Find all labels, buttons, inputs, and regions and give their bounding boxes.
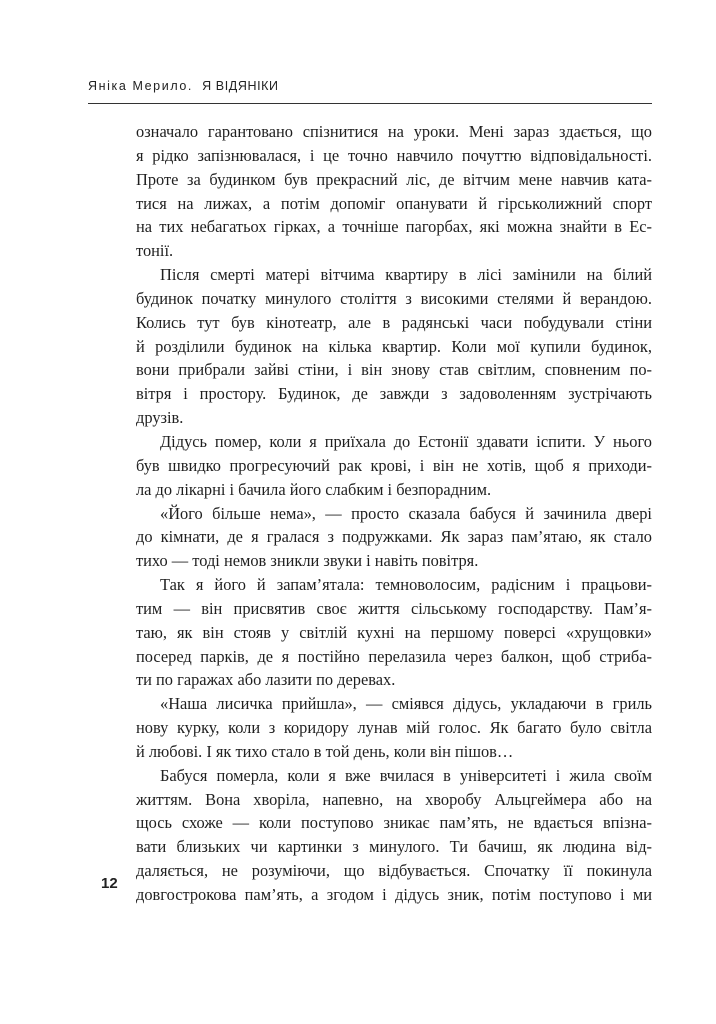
- text-line: тим — він присвятив своє життя сільському господарству. Пам’я-: [136, 598, 652, 618]
- text-line: довгострокова пам’ять, а згодом і дідусь зник, потім поступово і ми: [136, 885, 652, 904]
- text-line: щось схоже — коли поступово зникає пам’ять, не вдається впізна-: [136, 813, 652, 833]
- page-number: 12: [101, 875, 118, 892]
- text-line: будинок початку минулого століття з високими стелями й верандою.: [136, 288, 652, 308]
- text-line: Бабуся померла, коли я вже вчилася в університеті і жила своїм: [160, 765, 652, 785]
- text-line: вати близьких чи картинки з минулого. Ти бачиш, як людина від-: [136, 837, 652, 857]
- text-line: тонії.: [136, 241, 174, 261]
- text-line: до кімнати, де я гралася з подружками. Як зараз пам’ятаю, як стало: [136, 527, 652, 547]
- text-line: даляється, не розуміючи, що відбувається. Спочатку її покинула: [136, 861, 652, 881]
- text-line: означало гарантовано спізнитися на уроки. Мені зараз здається, що: [136, 122, 652, 141]
- text-line: тихо — тоді немов зникли звуки і навіть повітря.: [136, 551, 479, 571]
- text-line: й любові. І як тихо стало в той день, коли він пішов…: [136, 741, 514, 761]
- text-line: Проте за будинком був прекрасний ліс, де вітчим мене навчив ката-: [136, 169, 652, 189]
- text-line: Дідусь помер, коли я приїхала до Естонії здавати іспити. У нього: [160, 431, 652, 451]
- text-line: посеред парків, де я постійно перелазила через балкон, щоб стриба-: [136, 646, 652, 666]
- text-line: й розділили будинок на кілька квартир. Коли мої купили будинок,: [136, 336, 652, 356]
- body-text: [136, 120, 652, 907]
- text-line: друзів.: [136, 408, 184, 428]
- text-line: Так я його й запам’ятала: темноволосим, радісним і працьови-: [160, 575, 652, 595]
- text-line: «Наша лисичка прийшла», — сміявся дідусь, укладаючи в гриль: [160, 694, 652, 714]
- header-book-title: Я ВІДЯНІКИ: [202, 79, 279, 93]
- text-line: Після смерті матері вітчима квартиру в лісі замінили на білий: [160, 265, 652, 285]
- text-line: ла до лікарні і бачила його слабким і безпорадним.: [136, 479, 492, 499]
- header-rule: [88, 103, 652, 104]
- text-line: на тих небагатьох гірках, а точніше пагорбах, які можна знайти в Ес-: [136, 217, 652, 237]
- text-line: ти по гаражах або лазити по деревах.: [136, 670, 396, 690]
- text-line: життям. Вона хворіла, напевно, на хворобу Альцгеймера або на: [136, 789, 652, 809]
- text-line: тися на лижах, а потім допоміг опанувати й гірськолижний спорт: [136, 193, 652, 213]
- text-line: був швидко прогресуючий рак крові, і він не хотів, щоб я приходи-: [136, 455, 652, 475]
- text-line: нову курку, коли з коридору лунав мій голос. Як багато було світла: [136, 718, 652, 738]
- text-line: вітря і простору. Будинок, де завжди з задоволенням зустрічають: [136, 384, 652, 404]
- text-line: Колись тут був кінотеатр, але в радянські часи побудували стіни: [136, 312, 652, 332]
- header-author: Яніка Мерило.: [88, 79, 193, 93]
- text-line: «Його більше нема», — просто сказала бабуся й зачинила двері: [160, 503, 652, 523]
- text-line: я рідко запізнювалася, і це точно навчило почуттю відповідальності.: [136, 145, 652, 165]
- text-line: вони прибрали зайві стіни, і він знову став світлим, сповненим по-: [136, 360, 652, 380]
- text-line: таю, як він стояв у світлій кухні на першому поверсі «хрущовки»: [136, 622, 652, 642]
- running-header: [88, 79, 652, 93]
